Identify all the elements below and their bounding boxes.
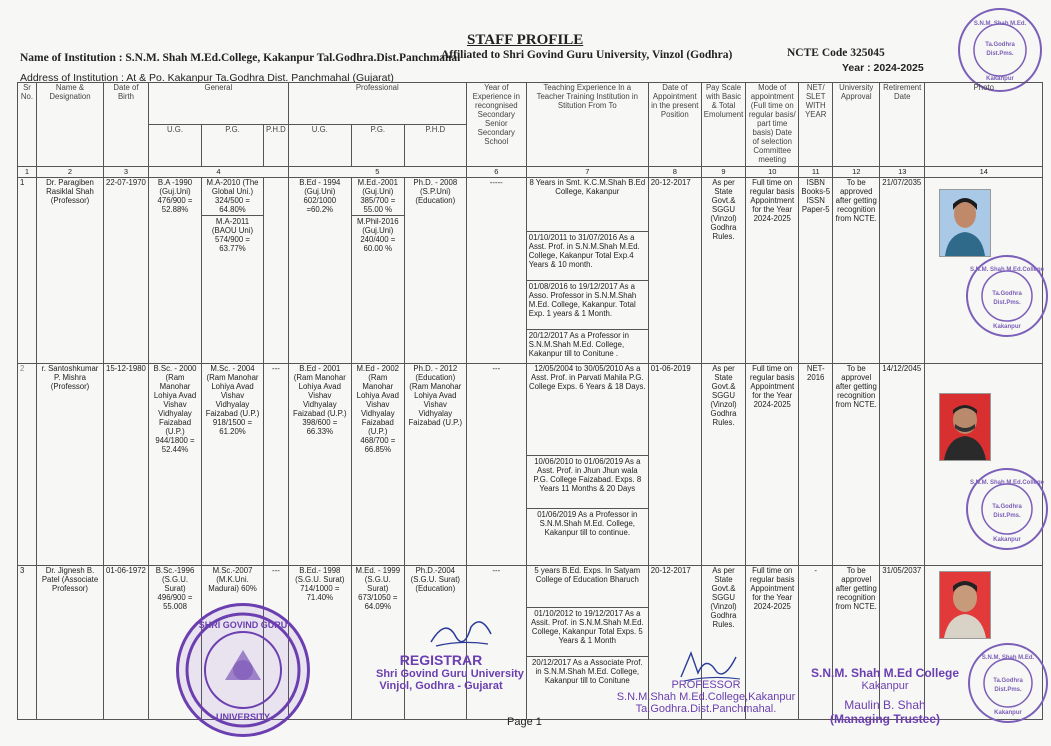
staff-approval: To be approved after getting recognition from NCTE. (833, 178, 880, 364)
staff-school-exp: ----- (466, 178, 526, 364)
staff-name: r. Santoshkumar P. Mishra (Professor) (37, 364, 104, 566)
staff-mode: Full time on regular basis Appointment for the Year 2024-2025 (746, 566, 799, 720)
col-dob: Date of Birth (104, 83, 149, 167)
svg-text:Dist.Pms.: Dist.Pms. (993, 513, 1021, 519)
teaching-entry: 5 years B.Ed. Exps. In Satyam College of Education Bharuch (534, 566, 641, 585)
staff-pay: As per State Govt.& SGGU (Vinzol) Godhra Rules. (701, 178, 745, 364)
staff-appointment: 20-12-2017 (648, 178, 701, 364)
staff-gen-pg-2: M.A-2011 (BAOU Uni) 574/900 = 63.77% (202, 215, 263, 254)
col-professional: Professional (288, 83, 466, 125)
col-school-exp: Year of Experience in recongnised Secondary Senior Secondary School (466, 83, 526, 167)
staff-approval: To be approvel after getting recognition from NCTE. (833, 566, 880, 720)
staff-sr: 2 (18, 364, 37, 566)
staff-name: Dr. Jignesh B. Patel (Associate Professor) (37, 566, 104, 720)
staff-gen-pg (202, 178, 264, 364)
staff-pro-ug: B.Ed - 1994 (Guj.Uni) 602/1000 =60.2% (288, 178, 351, 364)
col-pay-scale: Pay Scale with Basic & Total Emolument (701, 83, 745, 167)
col-number: 13 (880, 166, 925, 178)
staff-gen-ug: B.A -1990 (Guj.Uni) 476/900 = 52.88% (149, 178, 202, 364)
col-gen-phd: P.H.D (264, 124, 289, 166)
svg-text:Kakanpur: Kakanpur (993, 537, 1021, 543)
teaching-entry: 01/10/2012 to 19/12/2017 As a Assit. Prof. in S.N.M.Shah M.Ed. College, Kakanpur Total Exps. 5 Years & 1 Month (527, 607, 648, 656)
college-stamp-graphic (970, 645, 1046, 721)
col-number: 12 (833, 166, 880, 178)
college-stamp-graphic (968, 470, 1046, 548)
staff-photo (939, 571, 991, 639)
staff-sr: 3 (18, 566, 37, 720)
svg-text:Ta.Godhra: Ta.Godhra (992, 504, 1022, 510)
college-stamp-graphic (960, 10, 1040, 90)
staff-net: NET-2016 (799, 364, 833, 566)
col-gen-pg: P.G. (202, 124, 264, 166)
svg-text:Dist.Pms.: Dist.Pms. (994, 687, 1022, 693)
university-logo-graphic (183, 610, 303, 730)
trustee-college: S.N.M. Shah M.Ed College (810, 666, 959, 680)
col-approval: University Approval (833, 83, 880, 167)
staff-school-exp: --- (466, 364, 526, 566)
staff-name: Dr. Paragiben Rasiklal Shah (Professor) (37, 178, 104, 364)
staff-pro-ug: B.Ed - 2001 (Ram Manohar Lohiya Avad Vishav Vidhyalay Faizabad (U.P.) 398/600 = 66.33% (288, 364, 351, 566)
staff-school-exp: --- (466, 566, 526, 720)
staff-pro-pg-2: M.Phil-2016 (Guj.Uni) 240/400 = 60.00 % (352, 215, 404, 254)
staff-gen-pg-1: M.A-2010 (The Global Uni.) 324/500 = 64.80% (206, 178, 259, 215)
col-number: 9 (701, 166, 745, 178)
registrar-title: REGISTRAR (399, 652, 483, 668)
registrar-university: Shri Govind Guru University (376, 668, 524, 680)
col-number: 5 (288, 166, 466, 178)
teaching-entry: 8 Years in Smt. K.C.M.Shah B.Ed College, Kakanpur (529, 178, 646, 197)
staff-net: ISBN Books-5 ISSN Paper-5 (799, 178, 833, 364)
col-pro-ug: U.G. (288, 124, 351, 166)
col-teaching-exp: Teaching Experience In a Teacher Training Institution in Stitution From To (526, 83, 648, 167)
staff-mode: Full time on regular basis Appointment for the Year 2024-2025 (746, 364, 799, 566)
svg-text:S.N.M. Shah M.Ed.College: S.N.M. Shah M.Ed.College (969, 480, 1045, 486)
staff-dob: 01-06-1972 (104, 566, 149, 720)
staff-gen-phd (264, 178, 289, 364)
col-gen-ug: U.G. (149, 124, 202, 166)
institution-name: Name of Institution : S.N.M. Shah M.Ed.College, Kakanpur Tal.Godhra.Dist.Panchmahal (20, 52, 461, 64)
person-photo-icon (940, 394, 990, 460)
teaching-entry: 20/12/2017 As a Associate Prof. in S.N.M.Shah M.Ed. College, Kakanpur till to Conitune (527, 656, 648, 686)
col-number: 11 (799, 166, 833, 178)
teaching-entry: 20/12/2017 As a Professor in S.N.M.Shah M.Ed. College, Kakanpur till to Conitune . (527, 329, 648, 359)
col-sr: Sr No. (18, 83, 37, 167)
staff-dob: 22-07-1970 (104, 178, 149, 364)
college-stamp-row3 (968, 643, 1048, 723)
staff-dob: 15-12-1980 (104, 364, 149, 566)
staff-profile-table (17, 82, 1043, 720)
staff-teaching-exp (526, 364, 648, 566)
col-name: Name & Designation (37, 83, 104, 167)
svg-text:Kakanpur: Kakanpur (993, 324, 1021, 330)
staff-pay: As per State Govt.& SGGU (Vinzol) Godhra Rules. (701, 566, 745, 720)
staff-gen-ug: B.Sc. - 2000 (Ram Manohar Lohiya Avad Vishav Vidhyalay Faizabad (U.P.) 944/1800 = 52.44% (149, 364, 202, 566)
staff-net: - (799, 566, 833, 720)
svg-text:Ta.Godhra: Ta.Godhra (985, 42, 1015, 48)
staff-gen-phd: --- (264, 566, 289, 720)
institution-address: Address of Institution : At & Po. Kakanpur Ta.Godhra Dist. Panchmahal (Gujarat) (20, 72, 394, 84)
svg-text:Ta.Godhra: Ta.Godhra (993, 678, 1023, 684)
staff-pro-pg-1: M.Ed.-2001 (Guj.Uni) 385/700 = 55.00 % (357, 178, 398, 215)
professor-college: S.N.M.Shah M.Ed.College,Kakanpur (616, 691, 796, 703)
svg-text:S.N.M. Shah M.Ed.College: S.N.M. Shah M.Ed.College (969, 267, 1045, 273)
col-number: 6 (466, 166, 526, 178)
page-number: Page 1 (507, 716, 542, 728)
col-number: 8 (648, 166, 701, 178)
table-row (18, 178, 1043, 364)
staff-pro-ug: B.Ed.- 1998 (S.G.U. Surat) 714/1000 = 71.40% (288, 566, 351, 720)
col-appointment: Date of Appointment in the present Position (648, 83, 701, 167)
professor-place: Ta.Godhra.Dist.Panchmahal. (635, 703, 777, 715)
staff-pro-pg: M.Ed - 2002 (Ram Manohar Lohiya Avad Vishav Vidhyalay Faizabad (U.P.) 468/700 = 66.85% (351, 364, 404, 566)
col-number: 7 (526, 166, 648, 178)
staff-teaching-exp (526, 178, 648, 364)
trustee-role: (Managing Trustee) (829, 712, 940, 726)
staff-approval: To be approvel after getting recognition from NCTE. (833, 364, 880, 566)
col-retirement: Retirement Date (880, 83, 925, 167)
staff-retirement: 21/07/2035 (880, 178, 925, 364)
teaching-entry: 01/08/2016 to 19/12/2017 As a Asso. Professor in S.N.M.Shah M.Ed. College, Kakanpur. Total Exp. 1 years & 1 Month. (527, 280, 648, 329)
staff-sr: 1 (18, 178, 37, 364)
page-title: STAFF PROFILE (467, 32, 584, 48)
staff-photo (939, 393, 991, 461)
professor-signature (616, 645, 796, 715)
svg-text:Kakanpur: Kakanpur (994, 710, 1022, 716)
staff-pro-pg: M.Ed. - 1999 (S.G.U. Surat) 673/1050 = 64.09% (351, 566, 404, 720)
col-number: 14 (925, 166, 1043, 178)
staff-gen-ug: B.Sc.-1996 (S.G.U. Surat) 496/900 = 55.008 (149, 566, 202, 720)
svg-text:Kakanpur: Kakanpur (986, 76, 1014, 82)
staff-gen-phd: --- (264, 364, 289, 566)
svg-text:Ta.Godhra: Ta.Godhra (992, 291, 1022, 297)
svg-text:Dist.Pms.: Dist.Pms. (986, 51, 1014, 57)
col-number: 3 (104, 166, 149, 178)
trustee-place: Kakanpur (861, 680, 909, 692)
staff-mode: Full time on regular basis Appointment for the Year 2024-2025 (746, 178, 799, 364)
svg-text:S.N.M. Shah M.Ed.: S.N.M. Shah M.Ed. (981, 655, 1035, 661)
teaching-entry: 01/06/2019 As a Professor in S.N.M.Shah M.Ed. College, Kakanpur till to continue. (527, 508, 648, 538)
college-stamp-row2 (966, 468, 1048, 550)
svg-text:SHRI GOVIND GURU: SHRI GOVIND GURU (198, 620, 288, 630)
registrar-place: Vinjol, Godhra - Gujarat (379, 680, 503, 692)
staff-retirement: 14/12/2045 (880, 364, 925, 566)
staff-photo (939, 189, 991, 257)
trustee-signature (810, 666, 960, 726)
teaching-entry: 01/10/2011 to 31/07/2016 As a Asst. Prof. in S.N.M.Shah M.Ed. College, Kakanpur Total Exp.4 Years & 10 month. (527, 231, 648, 280)
academic-year: Year : 2024-2025 (842, 62, 924, 74)
staff-pro-pg (351, 178, 404, 364)
college-stamp-top (958, 8, 1042, 92)
person-photo-icon (940, 572, 990, 638)
col-number: 1 (18, 166, 37, 178)
svg-text:UNIVERSITY: UNIVERSITY (215, 712, 271, 722)
table-row (18, 364, 1043, 566)
col-general: General (149, 83, 289, 125)
trustee-name: Maulin B. Shah (844, 698, 926, 712)
registrar-signature (336, 612, 524, 692)
col-pro-pg: P.G. (351, 124, 404, 166)
staff-gen-pg: M.Sc.-2007 (M.K.Uni. Madurai) 60% (202, 566, 264, 720)
ncte-code: NCTE Code 325045 (787, 47, 885, 59)
college-stamp-graphic (968, 257, 1046, 335)
col-mode: Mode of appointment (Full time on regular basis/ part time basis) Date of selection Committee meeting (746, 83, 799, 167)
university-logo-seal (176, 603, 310, 737)
svg-text:S.N.M. Shah M.Ed.: S.N.M. Shah M.Ed. (973, 21, 1027, 27)
staff-pay: As per State Govt.& SGGU (Vinzol) Godhra Rules. (701, 364, 745, 566)
svg-text:Dist.Pms.: Dist.Pms. (993, 300, 1021, 306)
signature-icon (426, 612, 496, 652)
college-stamp-row1 (966, 255, 1048, 337)
col-number: 4 (149, 166, 289, 178)
teaching-entry: 12/05/2004 to 30/05/2010 As a Asst. Prof. in Parvati Mahila P.G. College Exps. 6 Years & 18 Days. (529, 364, 646, 392)
staff-retirement: 31/05/2037 (880, 566, 925, 720)
col-number: 10 (746, 166, 799, 178)
col-pro-phd: P.H.D (404, 124, 466, 166)
col-net-slet: NET/ SLET WITH YEAR (799, 83, 833, 167)
person-photo-icon (940, 190, 990, 256)
col-number: 2 (37, 166, 104, 178)
col-photo: Photo (925, 83, 1043, 167)
affiliation: Affiliated to Shri Govind Guru University, Vinzol (Godhra) (441, 49, 733, 61)
professor-title: PROFESSOR (671, 679, 741, 691)
staff-pro-phd: Ph.D. - 2008 (S.P.Uni) (Education) (404, 178, 466, 364)
teaching-entry: 10/06/2010 to 01/06/2019 As a Asst. Prof. in Jhun Jhun wala P.G. College Faizabad. Exps. 8 Years 11 Months & 20 Days (527, 455, 648, 508)
staff-pro-phd: Ph.D.-2004 (S.G.U. Surat) (Education) (404, 566, 466, 720)
staff-pro-phd: Ph.D. - 2012 (Education) (Ram Manohar Lohiya Avad Vishav Vidhyalay Faizabad (U.P.) (404, 364, 466, 566)
staff-gen-pg: M.Sc. - 2004 (Ram Manohar Lohiya Avad Vishav Vidhyalay Faizabad (U.P.) 918/1500 = 61.20% (202, 364, 264, 566)
staff-appointment: 20-12-2017 (648, 566, 701, 720)
staff-appointment: 01-06-2019 (648, 364, 701, 566)
